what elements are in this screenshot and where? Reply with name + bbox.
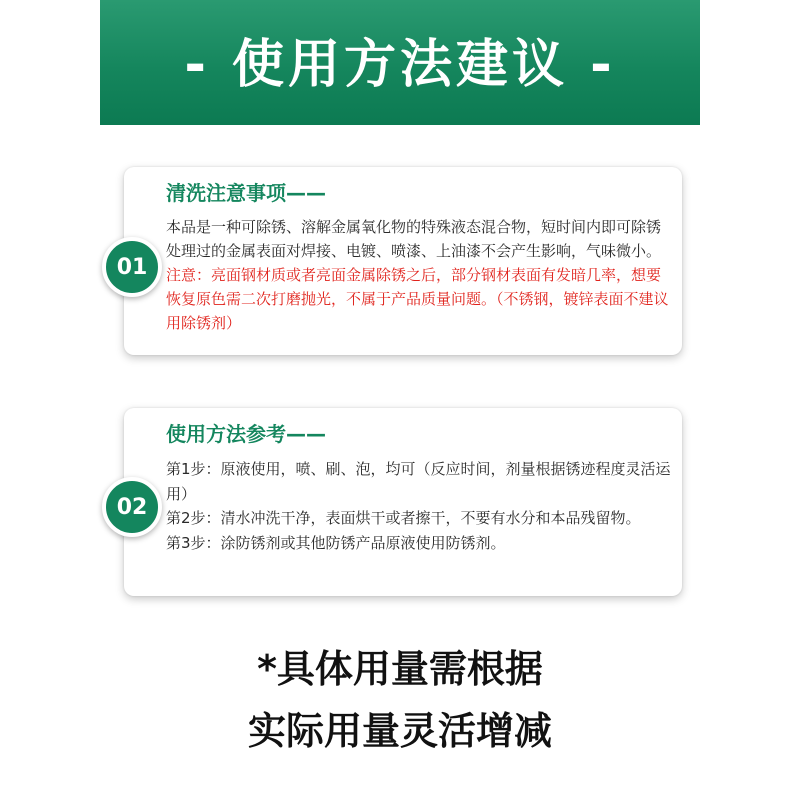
- usage-reference-body: [166, 457, 674, 555]
- header-banner: [100, 0, 700, 125]
- dosage-note-line-1: *具体用量需根据: [257, 647, 543, 691]
- usage-step-2: 第2步：清水冲洗干净，表面烘干或者擦干，不要有水分和本品残留物。: [166, 509, 641, 527]
- page-title: - 使用方法建议 -: [184, 35, 616, 95]
- usage-step-1: 第1步：原液使用，喷、刷、泡，均可（反应时间，剂量根据锈迹程度灵活运用）: [166, 460, 671, 503]
- usage-step-3: 第3步：涂防锈剂或其他防锈产品原液使用防锈剂。: [166, 533, 506, 552]
- cleaning-notes-card: [124, 167, 682, 355]
- cleaning-notes-title: 清洗注意事项——: [166, 181, 326, 205]
- dosage-note-line-2: 实际用量灵活增减: [247, 709, 552, 753]
- step-number-badge-01: 01: [102, 237, 162, 297]
- usage-reference-card: [124, 408, 682, 596]
- cleaning-notes-warning: 注意：亮面钢材质或者亮面金属除锈之后，部分钢材表面有发暗几率，想要恢复原色需二次打磨抛光，不属于产品质量问题。（不锈钢，镀锌表面不建议用除锈剂）: [166, 266, 669, 332]
- step-number-badge-02: 02: [102, 477, 162, 537]
- cleaning-notes-text: 本品是一种可除锈、溶解金属氧化物的特殊液态混合物，短时间内即可除锈处理过的金属表面对焊接、电镀、喷漆、上油漆不会产生影响，气味微小。: [166, 218, 662, 260]
- cleaning-notes-body: [166, 215, 674, 335]
- usage-reference-title: 使用方法参考——: [166, 422, 326, 446]
